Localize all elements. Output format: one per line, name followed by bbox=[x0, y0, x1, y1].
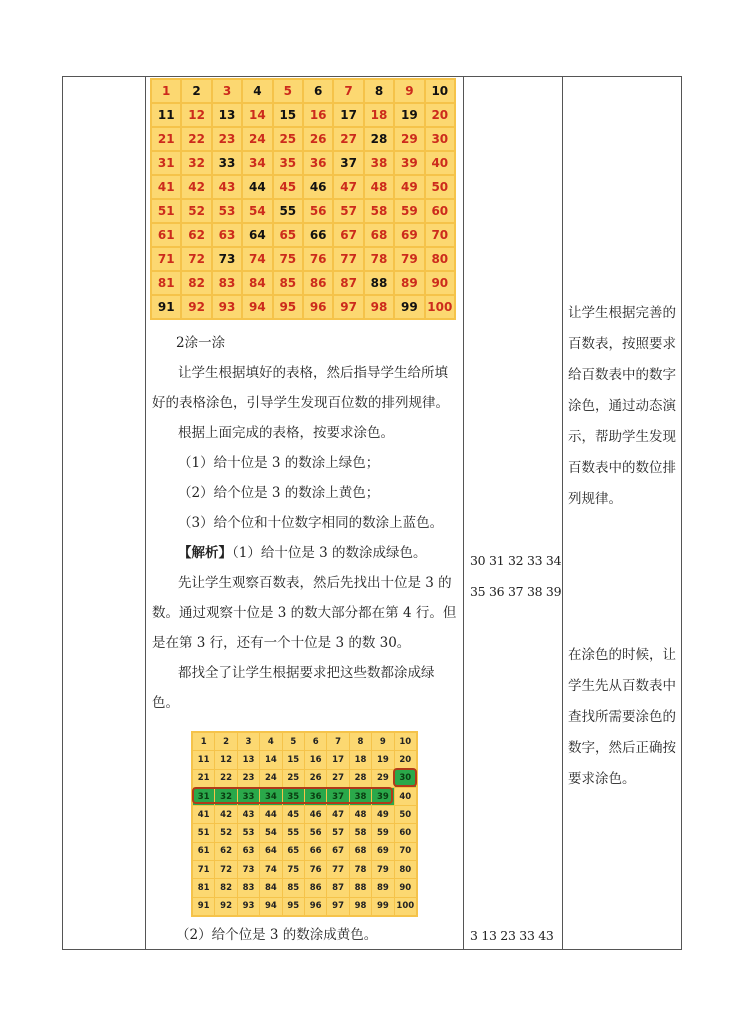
chart-cell: 18 bbox=[365, 104, 393, 126]
chart-cell: 70 bbox=[426, 224, 454, 246]
chart-cell: 55 bbox=[283, 824, 304, 841]
chart-cell: 79 bbox=[395, 248, 423, 270]
chart-cell: 85 bbox=[283, 879, 304, 896]
chart-cell: 93 bbox=[238, 898, 259, 915]
chart-cell: 88 bbox=[350, 879, 371, 896]
chart-cell: 94 bbox=[243, 296, 271, 318]
chart-cell: 95 bbox=[274, 296, 302, 318]
chart-cell: 86 bbox=[304, 272, 332, 294]
column-divider bbox=[562, 76, 563, 950]
chart-cell: 47 bbox=[334, 176, 362, 198]
chart-cell: 42 bbox=[215, 806, 236, 823]
colored-hundred-chart bbox=[191, 731, 418, 917]
chart-cell: 6 bbox=[305, 733, 326, 750]
chart-cell: 25 bbox=[283, 770, 304, 787]
chart-cell: 82 bbox=[182, 272, 210, 294]
chart-cell: 77 bbox=[327, 861, 348, 878]
chart-cell: 5 bbox=[283, 733, 304, 750]
chart-cell: 27 bbox=[327, 770, 348, 787]
chart-cell: 100 bbox=[426, 296, 454, 318]
chart-cell: 68 bbox=[350, 843, 371, 860]
chart-cell: 73 bbox=[238, 861, 259, 878]
chart-cell: 5 bbox=[274, 80, 302, 102]
chart-cell: 68 bbox=[365, 224, 393, 246]
chart-cell: 76 bbox=[304, 248, 332, 270]
chart-cell: 77 bbox=[334, 248, 362, 270]
chart-cell: 52 bbox=[215, 824, 236, 841]
chart-cell: 69 bbox=[372, 843, 393, 860]
chart-cell: 15 bbox=[274, 104, 302, 126]
chart-cell: 67 bbox=[327, 843, 348, 860]
chart-cell: 22 bbox=[182, 128, 210, 150]
chart-cell: 54 bbox=[243, 200, 271, 222]
chart-cell: 41 bbox=[152, 176, 180, 198]
chart-cell: 8 bbox=[350, 733, 371, 750]
chart-cell: 8 bbox=[365, 80, 393, 102]
chart-cell: 20 bbox=[426, 104, 454, 126]
chart-cell: 61 bbox=[193, 843, 214, 860]
chart-cell: 21 bbox=[193, 770, 214, 787]
paragraph bbox=[152, 538, 458, 568]
chart-cell: 64 bbox=[243, 224, 271, 246]
chart-cell: 98 bbox=[350, 898, 371, 915]
chart-cell: 4 bbox=[260, 733, 281, 750]
chart-cell: 67 bbox=[334, 224, 362, 246]
chart-cell: 33 bbox=[213, 152, 241, 174]
chart-cell: 25 bbox=[274, 128, 302, 150]
section-heading: 2涂一涂 bbox=[176, 335, 226, 351]
chart-cell: 62 bbox=[182, 224, 210, 246]
chart-cell: 66 bbox=[304, 224, 332, 246]
chart-cell: 36 bbox=[304, 152, 332, 174]
paragraph: （2）给个位是 3 的数涂上黄色； bbox=[178, 485, 380, 501]
chart-cell: 50 bbox=[395, 806, 416, 823]
chart-cell: 76 bbox=[305, 861, 326, 878]
chart-cell: 28 bbox=[365, 128, 393, 150]
teaching-note: 让学生根据完善的百数表，按照要求给百数表中的数字涂色，通过动态演示，帮助学生发现百数表中的数位排列规律。 bbox=[568, 305, 676, 507]
chart-cell: 91 bbox=[193, 898, 214, 915]
chart-cell: 6 bbox=[304, 80, 332, 102]
paragraph: 根据上面完成的表格，按要求涂色。 bbox=[178, 425, 394, 441]
paragraph: 先让学生观察百数表，然后先找出十位是 3 的数。通过观察十位是 3 的数大部分都在第 4 行。但是在第 3 行，还有一个十位是 3 的数 30。 bbox=[152, 575, 457, 651]
chart-cell: 13 bbox=[213, 104, 241, 126]
chart-cell: 29 bbox=[395, 128, 423, 150]
chart-cell: 56 bbox=[304, 200, 332, 222]
chart-cell: 43 bbox=[213, 176, 241, 198]
chart-cell: 58 bbox=[365, 200, 393, 222]
answer-line: 3 13 23 33 43 bbox=[470, 928, 554, 943]
chart-cell: 79 bbox=[372, 861, 393, 878]
paragraph: （3）给个位和十位数字相同的数涂上蓝色。 bbox=[178, 515, 444, 531]
chart-cell: 75 bbox=[274, 248, 302, 270]
chart-cell: 54 bbox=[260, 824, 281, 841]
chart-cell: 39 bbox=[372, 788, 393, 805]
chart-cell: 23 bbox=[213, 128, 241, 150]
chart-cell: 74 bbox=[260, 861, 281, 878]
chart-cell: 91 bbox=[152, 296, 180, 318]
chart-cell: 90 bbox=[426, 272, 454, 294]
column-divider bbox=[463, 76, 464, 950]
chart-cell: 89 bbox=[395, 272, 423, 294]
chart-cell: 35 bbox=[283, 788, 304, 805]
chart-cell: 99 bbox=[395, 296, 423, 318]
chart-cell: 51 bbox=[152, 200, 180, 222]
answer-line: 35 36 37 38 39 bbox=[470, 584, 562, 599]
chart-cell: 29 bbox=[372, 770, 393, 787]
chart-cell: 10 bbox=[426, 80, 454, 102]
chart-cell: 39 bbox=[395, 152, 423, 174]
chart-cell: 32 bbox=[182, 152, 210, 174]
chart-cell: 9 bbox=[372, 733, 393, 750]
chart-cell: 34 bbox=[243, 152, 271, 174]
chart-cell: 2 bbox=[215, 733, 236, 750]
chart-cell: 56 bbox=[305, 824, 326, 841]
chart-cell: 53 bbox=[238, 824, 259, 841]
hundred-chart bbox=[150, 78, 456, 320]
chart-cell: 58 bbox=[350, 824, 371, 841]
chart-cell: 15 bbox=[283, 751, 304, 768]
chart-cell: 59 bbox=[395, 200, 423, 222]
chart-cell: 22 bbox=[215, 770, 236, 787]
chart-cell: 26 bbox=[304, 128, 332, 150]
paragraph: 让学生根据填好的表格，然后指导学生给所填好的表格涂色，引导学生发现百位数的排列规律。 bbox=[152, 365, 449, 411]
chart-cell: 30 bbox=[426, 128, 454, 150]
chart-cell: 37 bbox=[334, 152, 362, 174]
column-divider bbox=[145, 76, 146, 950]
chart-cell: 83 bbox=[213, 272, 241, 294]
chart-cell: 70 bbox=[395, 843, 416, 860]
chart-cell: 97 bbox=[327, 898, 348, 915]
chart-cell: 90 bbox=[395, 879, 416, 896]
chart-cell: 92 bbox=[215, 898, 236, 915]
chart-cell: 26 bbox=[305, 770, 326, 787]
chart-cell: 93 bbox=[213, 296, 241, 318]
chart-cell: 59 bbox=[372, 824, 393, 841]
chart-cell: 31 bbox=[152, 152, 180, 174]
chart-cell: 7 bbox=[327, 733, 348, 750]
chart-cell: 78 bbox=[365, 248, 393, 270]
chart-cell: 9 bbox=[395, 80, 423, 102]
chart-cell: 63 bbox=[213, 224, 241, 246]
chart-cell: 62 bbox=[215, 843, 236, 860]
chart-cell: 48 bbox=[350, 806, 371, 823]
chart-cell: 48 bbox=[365, 176, 393, 198]
chart-cell: 73 bbox=[213, 248, 241, 270]
chart-cell: 71 bbox=[152, 248, 180, 270]
chart-cell: 88 bbox=[365, 272, 393, 294]
chart-cell: 4 bbox=[243, 80, 271, 102]
chart-cell: 87 bbox=[327, 879, 348, 896]
chart-cell: 96 bbox=[305, 898, 326, 915]
chart-cell: 30 bbox=[395, 770, 416, 787]
chart-cell: 42 bbox=[182, 176, 210, 198]
chart-cell: 27 bbox=[334, 128, 362, 150]
chart-cell: 97 bbox=[334, 296, 362, 318]
paragraph: （2）给个位是 3 的数涂成黄色。 bbox=[176, 927, 378, 943]
chart-cell: 14 bbox=[243, 104, 271, 126]
chart-cell: 49 bbox=[395, 176, 423, 198]
chart-cell: 52 bbox=[182, 200, 210, 222]
chart-cell: 13 bbox=[238, 751, 259, 768]
chart-cell: 100 bbox=[395, 898, 416, 915]
chart-cell: 74 bbox=[243, 248, 271, 270]
chart-cell: 1 bbox=[193, 733, 214, 750]
chart-cell: 87 bbox=[334, 272, 362, 294]
chart-cell: 14 bbox=[260, 751, 281, 768]
chart-cell: 35 bbox=[274, 152, 302, 174]
chart-cell: 63 bbox=[238, 843, 259, 860]
chart-cell: 81 bbox=[152, 272, 180, 294]
chart-cell: 12 bbox=[182, 104, 210, 126]
chart-cell: 75 bbox=[283, 861, 304, 878]
chart-cell: 46 bbox=[305, 806, 326, 823]
lesson-body bbox=[152, 358, 458, 718]
chart-cell: 17 bbox=[334, 104, 362, 126]
chart-cell: 10 bbox=[395, 733, 416, 750]
chart-cell: 55 bbox=[274, 200, 302, 222]
chart-cell: 86 bbox=[305, 879, 326, 896]
chart-cell: 17 bbox=[327, 751, 348, 768]
chart-cell: 78 bbox=[350, 861, 371, 878]
chart-cell: 51 bbox=[193, 824, 214, 841]
chart-cell: 94 bbox=[260, 898, 281, 915]
chart-cell: 65 bbox=[274, 224, 302, 246]
chart-cell: 99 bbox=[372, 898, 393, 915]
chart-cell: 95 bbox=[283, 898, 304, 915]
chart-cell: 80 bbox=[426, 248, 454, 270]
chart-cell: 57 bbox=[327, 824, 348, 841]
chart-cell: 12 bbox=[215, 751, 236, 768]
chart-cell: 66 bbox=[305, 843, 326, 860]
chart-cell: 44 bbox=[243, 176, 271, 198]
chart-cell: 92 bbox=[182, 296, 210, 318]
chart-cell: 7 bbox=[334, 80, 362, 102]
chart-cell: 38 bbox=[350, 788, 371, 805]
chart-cell: 11 bbox=[152, 104, 180, 126]
chart-cell: 1 bbox=[152, 80, 180, 102]
chart-cell: 98 bbox=[365, 296, 393, 318]
chart-cell: 72 bbox=[182, 248, 210, 270]
chart-cell: 24 bbox=[243, 128, 271, 150]
chart-cell: 16 bbox=[305, 751, 326, 768]
chart-cell: 41 bbox=[193, 806, 214, 823]
chart-cell: 16 bbox=[304, 104, 332, 126]
chart-cell: 60 bbox=[426, 200, 454, 222]
chart-cell: 31 bbox=[193, 788, 214, 805]
analysis-text: （1）给十位是 3 的数涂成绿色。 bbox=[232, 545, 427, 561]
chart-cell: 80 bbox=[395, 861, 416, 878]
chart-cell: 84 bbox=[260, 879, 281, 896]
paragraph: （1）给十位是 3 的数涂上绿色； bbox=[178, 455, 380, 471]
chart-cell: 50 bbox=[426, 176, 454, 198]
chart-cell: 46 bbox=[304, 176, 332, 198]
chart-cell: 81 bbox=[193, 879, 214, 896]
chart-cell: 21 bbox=[152, 128, 180, 150]
chart-cell: 84 bbox=[243, 272, 271, 294]
teaching-note: 在涂色的时候，让学生先从百数表中查找所需要涂色的数字，然后正确按要求涂色。 bbox=[568, 647, 676, 787]
paragraph: 都找全了让学生根据要求把这些数都涂成绿色。 bbox=[152, 665, 435, 711]
chart-cell: 49 bbox=[372, 806, 393, 823]
chart-cell: 64 bbox=[260, 843, 281, 860]
chart-cell: 11 bbox=[193, 751, 214, 768]
chart-cell: 60 bbox=[395, 824, 416, 841]
chart-cell: 40 bbox=[395, 788, 416, 805]
chart-cell: 3 bbox=[238, 733, 259, 750]
chart-cell: 45 bbox=[274, 176, 302, 198]
chart-cell: 34 bbox=[260, 788, 281, 805]
chart-cell: 20 bbox=[395, 751, 416, 768]
chart-cell: 69 bbox=[395, 224, 423, 246]
chart-cell: 24 bbox=[260, 770, 281, 787]
answer-line: 30 31 32 33 34 bbox=[470, 553, 562, 568]
chart-cell: 82 bbox=[215, 879, 236, 896]
chart-cell: 96 bbox=[304, 296, 332, 318]
chart-cell: 43 bbox=[238, 806, 259, 823]
chart-cell: 45 bbox=[283, 806, 304, 823]
chart-cell: 71 bbox=[193, 861, 214, 878]
chart-cell: 89 bbox=[372, 879, 393, 896]
chart-cell: 72 bbox=[215, 861, 236, 878]
chart-cell: 33 bbox=[238, 788, 259, 805]
chart-cell: 65 bbox=[283, 843, 304, 860]
chart-cell: 40 bbox=[426, 152, 454, 174]
chart-cell: 28 bbox=[350, 770, 371, 787]
analysis-label: 【解析】 bbox=[178, 545, 232, 561]
chart-cell: 47 bbox=[327, 806, 348, 823]
chart-cell: 2 bbox=[182, 80, 210, 102]
chart-cell: 57 bbox=[334, 200, 362, 222]
chart-cell: 23 bbox=[238, 770, 259, 787]
chart-cell: 36 bbox=[305, 788, 326, 805]
chart-cell: 38 bbox=[365, 152, 393, 174]
chart-cell: 61 bbox=[152, 224, 180, 246]
chart-cell: 83 bbox=[238, 879, 259, 896]
chart-cell: 19 bbox=[372, 751, 393, 768]
chart-cell: 53 bbox=[213, 200, 241, 222]
chart-cell: 85 bbox=[274, 272, 302, 294]
chart-cell: 44 bbox=[260, 806, 281, 823]
chart-cell: 19 bbox=[395, 104, 423, 126]
chart-cell: 32 bbox=[215, 788, 236, 805]
chart-cell: 3 bbox=[213, 80, 241, 102]
chart-cell: 37 bbox=[327, 788, 348, 805]
chart-cell: 18 bbox=[350, 751, 371, 768]
